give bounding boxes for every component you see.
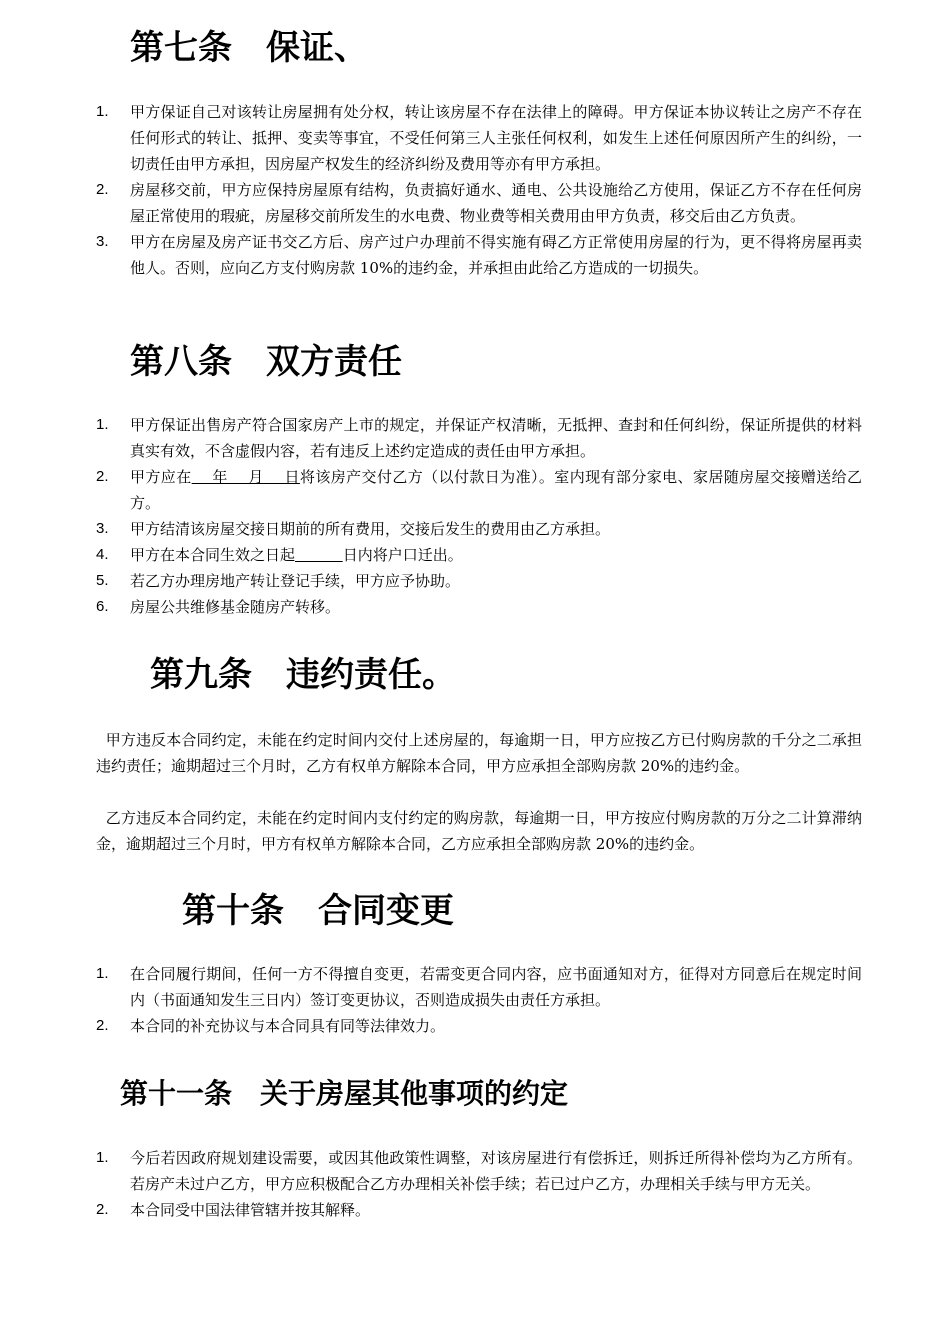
list-text: 本合同的补充协议与本合同具有同等法律效力。	[130, 1017, 446, 1035]
list-text-post: 将该房产交付乙方（以付款日为准）。室内现有部分家电、家居随房屋交接赠送给乙方。	[130, 468, 862, 512]
date-blank: 年 月 日	[191, 468, 300, 486]
list-item	[96, 1197, 862, 1223]
list-text: 甲方保证自己对该转让房屋拥有处分权，转让该房屋不存在法律上的障碍。甲方保证本协议转让之房产不存在任何形式的转让、抵押、变卖等事宜，不受任何第三人主张任何权利，如发生上述任何原因所产生的纠纷，一切责任由甲方承担，因房屋产权发生的经济纠纷及费用等亦有甲方承担。	[130, 103, 862, 173]
section-7-heading: 第七条 保证、	[130, 28, 368, 68]
list-text: 房屋公共维修基金随房产转移。	[130, 598, 341, 616]
list-text-pre: 甲方在本合同生效之日起	[130, 546, 296, 564]
list-item	[96, 1013, 862, 1039]
list-text-post: 日内将户口迁出。	[342, 546, 463, 564]
list-item	[96, 177, 862, 229]
list-text: 若乙方办理房地产转让登记手续，甲方应予协助。	[130, 572, 461, 590]
list-text: 今后若因政府规划建设需要，或因其他政策性调整，对该房屋进行有偿拆迁，则拆迁所得补偿均为乙方所有。若房产未过户乙方，甲方应积极配合乙方办理相关补偿手续；若已过户乙方，办理相关手续与甲方无关。	[130, 1149, 862, 1193]
list-number: 2.	[96, 468, 109, 485]
list-number: 4.	[96, 546, 109, 563]
list-item	[96, 464, 862, 516]
section-10-list	[96, 961, 862, 1039]
section-9-paragraph-1: 甲方违反本合同约定，未能在约定时间内交付上述房屋的，每逾期一日，甲方应按乙方已付购房款的千分之二承担违约责任；逾期超过三个月时，乙方有权单方解除本合同，甲方应承担全部购房款 20%的违约金。	[96, 731, 862, 775]
list-number: 5.	[96, 572, 109, 589]
list-item	[96, 961, 862, 1013]
list-item	[96, 412, 862, 464]
list-text: 在合同履行期间，任何一方不得擅自变更，若需变更合同内容，应书面通知对方，征得对方同意后在规定时间内（书面通知发生三日内）签订变更协议，否则造成损失由责任方承担。	[130, 965, 862, 1009]
list-item	[96, 542, 862, 568]
list-item	[96, 99, 862, 177]
list-item	[96, 568, 862, 594]
list-number: 2.	[96, 181, 109, 198]
section-9-heading: 第九条 违约责任。	[150, 655, 456, 695]
section-11-heading: 第十一条 关于房屋其他事项的约定	[120, 1077, 569, 1110]
section-11-list	[96, 1145, 862, 1223]
list-number: 3.	[96, 520, 109, 537]
section-7-list	[96, 99, 862, 281]
list-number: 1.	[96, 965, 109, 982]
list-text: 房屋移交前，甲方应保持房屋原有结构，负责搞好通水、通电、公共设施给乙方使用，保证乙方不存在任何房屋正常使用的瑕疵，房屋移交前所发生的水电费、物业费等相关费用由甲方负责，移交后由乙方负责。	[130, 181, 862, 225]
list-number: 1.	[96, 1149, 109, 1166]
list-number: 6.	[96, 598, 109, 615]
list-item	[96, 1145, 862, 1197]
list-text: 本合同受中国法律管辖并按其解释。	[130, 1201, 371, 1219]
list-item	[96, 594, 862, 620]
list-text: 甲方结清该房屋交接日期前的所有费用，交接后发生的费用由乙方承担。	[130, 520, 611, 538]
list-text: 甲方在房屋及房产证书交乙方后、房产过户办理前不得实施有碍乙方正常使用房屋的行为，更不得将房屋再卖他人。否则，应向乙方支付购房款 10%的违约金，并承担由此给乙方造成的一切损失。	[130, 233, 862, 277]
days-blank	[295, 546, 343, 564]
section-10-heading: 第十条 合同变更	[182, 891, 454, 931]
list-item	[96, 516, 862, 542]
section-8-list	[96, 412, 862, 620]
list-text: 甲方保证出售房产符合国家房产上市的规定，并保证产权清晰，无抵押、查封和任何纠纷，保证所提供的材料真实有效，不含虚假内容，若有违反上述约定造成的责任由甲方承担。	[130, 416, 862, 460]
list-number: 2.	[96, 1201, 109, 1218]
list-number: 2.	[96, 1017, 109, 1034]
list-number: 1.	[96, 416, 109, 433]
list-item	[96, 229, 862, 281]
section-9-paragraph-2: 乙方违反本合同约定，未能在约定时间内支付约定的购房款，每逾期一日，甲方按应付购房款的万分之二计算滞纳金，逾期超过三个月时，甲方有权单方解除本合同，乙方应承担全部购房款 20%的违约金。	[96, 809, 862, 853]
list-number: 3.	[96, 233, 109, 250]
list-number: 1.	[96, 103, 109, 120]
section-8-heading: 第八条 双方责任	[130, 342, 402, 382]
list-text-pre: 甲方应在	[130, 468, 192, 486]
